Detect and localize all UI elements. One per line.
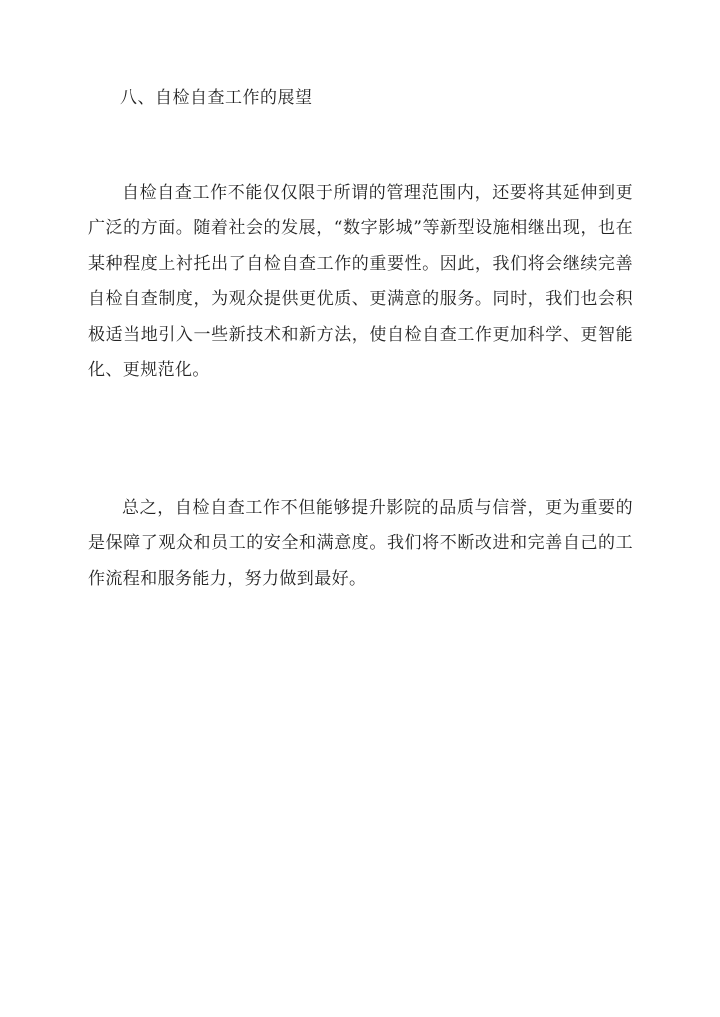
section-heading: 八、自检自查工作的展望 (120, 88, 313, 108)
body-paragraph-conclusion: 总之，自检自查工作不但能够提升影院的品质与信誉，更为重要的是保障了观众和员工的安全和满意度。我们将不断改进和完善自己的工作流程和服务能力，努力做到最好。 (88, 498, 633, 589)
body-paragraph-outlook: 自检自查工作不能仅仅限于所谓的管理范围内，还要将其延伸到更广泛的方面。随着社会的发展，“数字影城”等新型设施相继出现，也在某种程度上衬托出了自检自查工作的重要性。因此，我们将会继续完善自检自查制度，为观众提供更优质、更满意的服务。同时，我们也会积极适当地引入一些新技术和新方法，使自检自查工作更加科学、更智能化、更规范化。 (88, 183, 633, 381)
